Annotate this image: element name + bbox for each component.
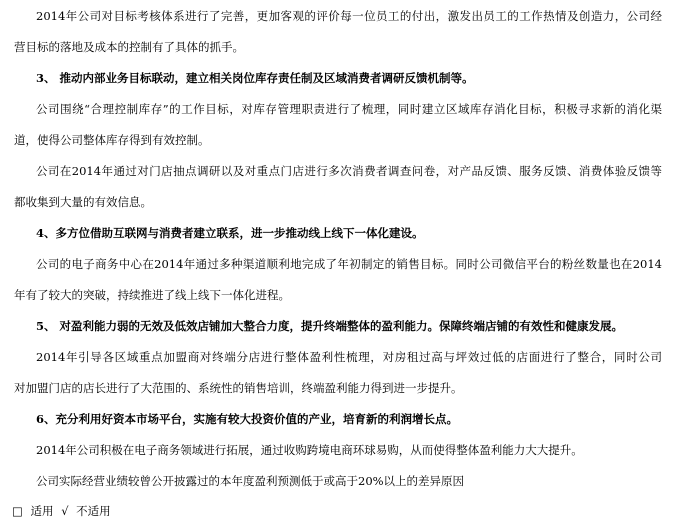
section-heading: 3、 推动内部业务目标联动，建立相关岗位库存责任制及区域消费者调研反馈机制等。 [36,71,474,85]
section-heading: 4、多方位借助互联网与消费者建立联系，进一步推动线上线下一体化建设。 [36,226,424,240]
paragraph-line: 公司围绕“合理控制库存”的工作目标，对库存管理职责进行了梳理，同时建立区域库存消化目标，积极寻求新的消化渠 [36,102,662,116]
paragraph-line: 公司在2014年通过对门店抽点调研以及对重点门店进行多次消费者调查问卷，对产品反馈、服务反馈、消费体验反馈等 [36,164,662,178]
paragraph-line: 公司的电子商务中心在2014年通过多种渠道顺利地完成了年初制定的销售目标。同时公司微信平台的粉丝数量也在2014 [36,257,662,271]
paragraph-line: 对加盟门店的店长进行了大范围的、系统性的销售培训，终端盈利能力得到进一步提升。 [14,381,463,395]
applicability-options [12,504,115,518]
paragraph-line: 2014年公司对目标考核体系进行了完善，更加客观的评价每一位员工的付出，激发出员工的工作热情及创造力，公司经 [36,9,662,23]
section-heading: 6、充分利用好资本市场平台，实施有较大投资价值的产业，培育新的利润增长点。 [36,412,458,426]
paragraph-line: 营目标的落地及成本的控制有了具体的抓手。 [14,40,244,54]
paragraph-line: 2014年公司积极在电子商务领域进行拓展，通过收购跨境电商环球易购，从而使得整体盈利能力大大提升。 [36,443,583,457]
checkmark-icon: √ [61,504,69,518]
paragraph-line: 年有了较大的突破，持续推进了线上线下一体化进程。 [14,288,290,302]
paragraph-line: 道，使得公司整体库存得到有效控制。 [14,133,210,147]
paragraph-line: 都收集到大量的有效信息。 [14,195,152,209]
section-heading: 5、 对盈利能力弱的无效及低效店铺加大整合力度，提升终端整体的盈利能力。保障终端店铺的有效性和健康发展。 [36,319,623,333]
applicable-label: 适用 [30,504,54,518]
paragraph-line: 公司实际经营业绩较曾公开披露过的本年度盈利预测低于或高于20%以上的差异原因 [36,474,465,488]
checkbox-icon: □ [12,504,23,518]
paragraph-line: 2014年引导各区域重点加盟商对终端分店进行整体盈利性梳理，对房租过高与坪效过低的店面进行了整合，同时公司 [36,350,662,364]
not-applicable-label: 不适用 [76,504,111,518]
